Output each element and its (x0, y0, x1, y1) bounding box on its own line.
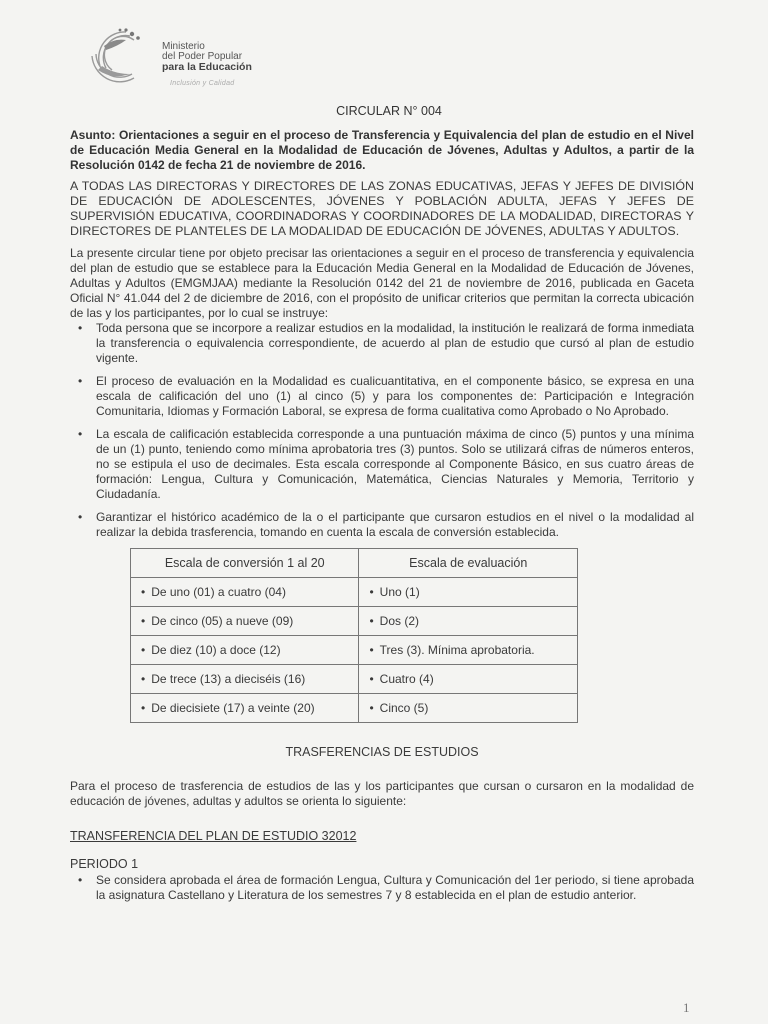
bullet-icon: • (369, 701, 374, 715)
table-header: Escala de evaluación (359, 549, 578, 578)
page-number: 1 (683, 1000, 690, 1015)
table-header-row (131, 549, 578, 578)
intro-paragraph: La presente circular tiene por objeto precisar las orientaciones a seguir en el proceso de transferencia y equivalencia del plan de estudio que se establece para la Educación Media General en la Modalidad de Educación de Jóvenes, Adultas y Adultos (EMGMJAA) mediante la Resolución 0142 del 21 de noviembre de 2016, publicada en Gaceta Oficial N° 41.044 del 2 de diciembre de 2016, con el propósito de unificar criterios que permitan la correcta ubicación de las y los participantes, por lo cual se instruye: (70, 246, 694, 320)
table-row (131, 578, 578, 607)
list-item: • Toda persona que se incorpore a realizar estudios en la modalidad, la institución le realizará de forma inmediata la transferencia o equivalencia correspondiente, de acuerdo al plan de estudio que cursó al plan de estudio vigente. (78, 321, 694, 365)
table-cell: • Cinco (5) (359, 694, 578, 723)
bullet-icon: • (141, 585, 146, 599)
list-item: • Se considera aprobada el área de formación Lengua, Cultura y Comunicación del 1er periodo, si tiene aprobada la asignatura Castellano y Literatura de los semestres 7 y 8 establecida en el plan de estudio anterior. (78, 873, 694, 902)
bullet-icon: • (78, 427, 83, 441)
table-cell: • Dos (2) (359, 607, 578, 636)
ministry-name (162, 42, 252, 72)
circular-title: CIRCULAR N° 004 (336, 104, 442, 118)
instruction-list (70, 321, 694, 540)
list-item: • La escala de calificación establecida corresponde a una puntuación máxima de cinco (5) puntos y una mínima de un (1) punto, teniendo como mínima aprobatoria tres (3) puntos. Solo se utilizará cifras de números enteros, no se estipula el uso de decimales. Esta escala corresponde al Componente Básico, en sus cuatro áreas de formación: Lengua, Cultura y Comunicación, Matemática, Ciencias Naturales y Memoria, Territorio y Ciudadanía. (78, 427, 694, 501)
table-cell: • Cuatro (4) (359, 665, 578, 694)
ministry-line1: Ministerio (162, 41, 205, 52)
table-row (131, 636, 578, 665)
bullet-icon: • (369, 614, 374, 628)
bullet-icon: • (78, 374, 83, 388)
table-cell: • De trece (13) a dieciséis (16) (131, 665, 359, 694)
table-cell: • Tres (3). Mínima aprobatoria. (359, 636, 578, 665)
ministry-emblem-icon (86, 26, 156, 84)
addressees: A TODAS LAS DIRECTORAS Y DIRECTORES DE LAS ZONAS EDUCATIVAS, JEFAS Y JEFES DE DIVISIÓN DE EDUCACIÓN DE ADOLESCENTES, JÓVENES Y POBLACIÓN ADULTA, JEFAS Y JEFES DE SUPERVISIÓN EDUCATIVA, COORDINADORAS Y COORDINADORES DE LA MODALIDAD, DIRECTORAS Y DIRECTORES DE PLANTELES DE LA MODALIDAD DE EDUCACIÓN DE JÓVENES, ADULTAS Y ADULTOS. (70, 179, 694, 238)
list-item: • Garantizar el histórico académico de la o el participante que cursaron estudios en el nivel o la modalidad al realizar la debida trasferencia, tomando en cuenta la escala de conversión establecida. (78, 510, 694, 539)
bullet-icon: • (369, 585, 374, 599)
bullet-icon: • (78, 321, 83, 335)
transfer-title: TRANSFERENCIA DEL PLAN DE ESTUDIO 32012 (70, 829, 357, 843)
bullet-icon: • (141, 643, 146, 657)
table-cell: • De diez (10) a doce (12) (131, 636, 359, 665)
table-cell: • De cinco (05) a nueve (09) (131, 607, 359, 636)
table-cell: • De uno (01) a cuatro (04) (131, 578, 359, 607)
bullet-icon: • (78, 873, 83, 887)
bullet-icon: • (369, 672, 374, 686)
section-title: TRASFERENCIAS DE ESTUDIOS (285, 745, 479, 759)
table-row (131, 607, 578, 636)
bullet-icon: • (141, 672, 146, 686)
ministry-line2: del Poder Popular (162, 51, 243, 62)
periodo-list (70, 873, 694, 903)
ministry-line3: para la Educación (162, 61, 252, 73)
bullet-icon: • (78, 510, 83, 524)
table-header: Escala de conversión 1 al 20 (131, 549, 359, 578)
ministry-logo (86, 24, 286, 94)
slogan: Inclusión y Calidad (170, 80, 235, 87)
table-row (131, 665, 578, 694)
subject-line: Asunto: Orientaciones a seguir en el proceso de Transferencia y Equivalencia del plan de estudio en el Nivel de Educación Media General en la Modalidad de Educación de Jóvenes, Adultas y Adultos, a partir de la Resolución 0142 de fecha 21 de noviembre de 2016. (70, 128, 694, 172)
list-item: • El proceso de evaluación en la Modalidad es cualicuantitativa, en el componente básico, se expresa en una escala de calificación del uno (1) al cinco (5) y para los componentes de: Participación e Integración Comunitaria, Idiomas y Formación Laboral, se expresa de forma cualitativa como Aprobado o No Aprobado. (78, 374, 694, 418)
document-body (70, 104, 694, 911)
section-paragraph: Para el proceso de trasferencia de estudios de las y los participantes que cursan o cursaron en la modalidad de educación de jóvenes, adultas y adultos se orienta lo siguiente: (70, 779, 694, 808)
bullet-icon: • (369, 643, 374, 657)
periodo-title: PERIODO 1 (70, 857, 139, 871)
table-row (131, 694, 578, 723)
table-cell: • Uno (1) (359, 578, 578, 607)
bullet-icon: • (141, 614, 146, 628)
bullet-icon: • (141, 701, 146, 715)
table-cell: • De diecisiete (17) a veinte (20) (131, 694, 359, 723)
conversion-table (130, 548, 578, 723)
